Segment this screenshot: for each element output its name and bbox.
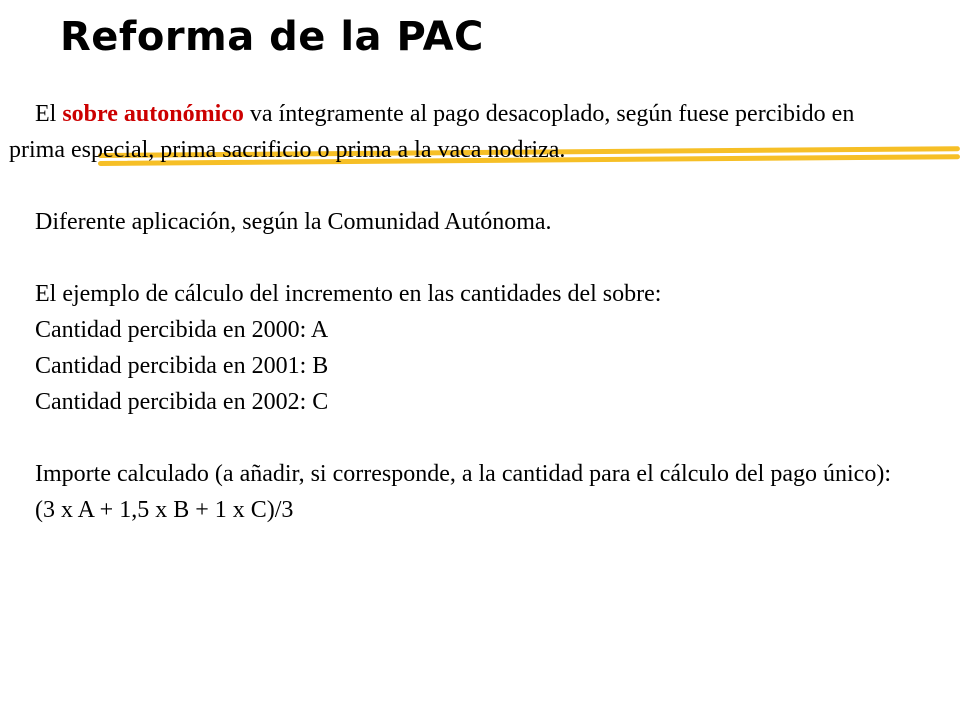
paragraph-sobre-autonomico <box>9 96 894 168</box>
paragraph-comunidad: Diferente aplicación, según la Comunidad Autónoma. <box>35 209 552 235</box>
quantity-2002-line: Cantidad percibida en 2002: C <box>35 389 329 415</box>
paragraph-rest: va íntegramente al pago desacoplado, según fuese percibido en prima especial, prima sacrificio o prima a la vaca nodriza. <box>9 101 855 163</box>
quantity-2000-line: Cantidad percibida en 2000: A <box>35 317 329 343</box>
emphasis-sobre-autonomico: sobre autonómico <box>62 101 244 127</box>
paragraph-importe-calculado: Importe calculado (a añadir, si corresponde, a la cantidad para el cálculo del pago único): <box>35 461 891 487</box>
slide-title: Reforma de la PAC <box>60 14 484 60</box>
quantity-2001-line: Cantidad percibida en 2001: B <box>35 353 329 379</box>
spacer <box>9 240 894 276</box>
paragraph-lead: El <box>35 101 63 127</box>
slide-body <box>9 96 894 528</box>
example-intro-line: El ejemplo de cálculo del incremento en las cantidades del sobre: <box>35 281 662 307</box>
spacer <box>9 420 894 456</box>
spacer <box>9 168 894 204</box>
formula-line: (3 x A + 1,5 x B + 1 x C)/3 <box>35 497 294 523</box>
